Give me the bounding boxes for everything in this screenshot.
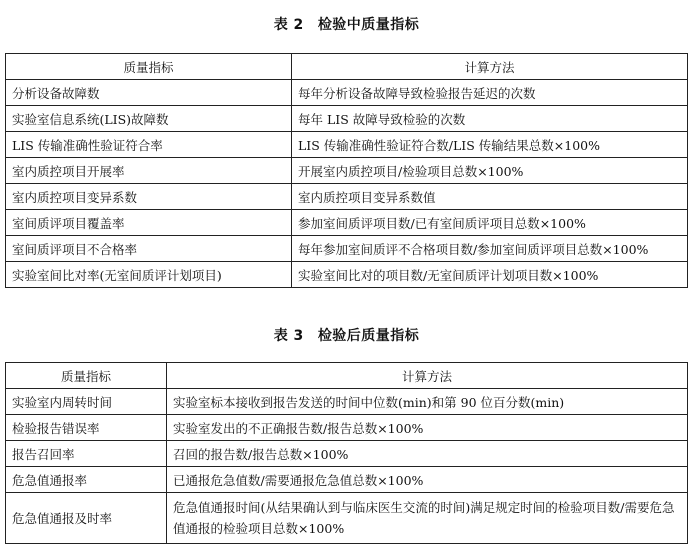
indicator-cell: 室内质控项目变异系数 [6, 184, 292, 210]
indicator-cell: 报告召回率 [6, 441, 167, 467]
indicator-cell: 实验室间比对率(无室间质评计划项目) [6, 262, 292, 288]
indicator-cell: 危急值通报及时率 [6, 493, 167, 544]
table-row [6, 80, 688, 106]
method-cell: 实验室标本接收到报告发送的时间中位数(min)和第 90 位百分数(min) [167, 389, 688, 415]
table2-header-row [6, 54, 688, 80]
table3-caption-number: 表 3 [273, 328, 304, 344]
indicator-cell: 室内质控项目开展率 [6, 158, 292, 184]
method-cell: 危急值通报时间(从结果确认到与临床医生交流的时间)满足规定时间的检验项目数/需要危急值通报的检验项目总数×100% [167, 493, 688, 544]
table-row [6, 415, 688, 441]
table3-caption-title: 检验后质量指标 [317, 328, 420, 344]
table-row [6, 262, 688, 288]
method-cell: 参加室间质评项目数/已有室间质评项目总数×100% [292, 210, 688, 236]
table3-header-row [6, 363, 688, 389]
method-cell: 每年 LIS 故障导致检验的次数 [292, 106, 688, 132]
table2-header-indicator: 质量指标 [6, 54, 292, 80]
indicator-cell: 室间质评项目覆盖率 [6, 210, 292, 236]
method-cell: 实验室发出的不正确报告数/报告总数×100% [167, 415, 688, 441]
indicator-cell: 实验室内周转时间 [6, 389, 167, 415]
table2-caption [0, 14, 693, 34]
indicator-cell: LIS 传输准确性验证符合率 [6, 132, 292, 158]
table3-caption [0, 325, 693, 345]
indicator-cell: 实验室信息系统(LIS)故障数 [6, 106, 292, 132]
table-row [6, 236, 688, 262]
table2-caption-number: 表 2 [273, 17, 304, 33]
table-row [6, 132, 688, 158]
indicator-cell: 分析设备故障数 [6, 80, 292, 106]
method-cell: 室内质控项目变异系数值 [292, 184, 688, 210]
method-cell: 已通报危急值数/需要通报危急值总数×100% [167, 467, 688, 493]
table-row [6, 389, 688, 415]
indicator-cell: 室间质评项目不合格率 [6, 236, 292, 262]
indicator-cell: 危急值通报率 [6, 467, 167, 493]
method-cell: 实验室间比对的项目数/无室间质评计划项目数×100% [292, 262, 688, 288]
method-cell: LIS 传输准确性验证符合数/LIS 传输结果总数×100% [292, 132, 688, 158]
table-row [6, 106, 688, 132]
method-cell: 开展室内质控项目/检验项目总数×100% [292, 158, 688, 184]
table3-header-indicator: 质量指标 [6, 363, 167, 389]
method-cell: 召回的报告数/报告总数×100% [167, 441, 688, 467]
table3 [5, 362, 688, 544]
table-row [6, 493, 688, 544]
table-row [6, 210, 688, 236]
table2-header-method: 计算方法 [292, 54, 688, 80]
table2-caption-title: 检验中质量指标 [317, 17, 420, 33]
method-cell: 每年参加室间质评不合格项目数/参加室间质评项目总数×100% [292, 236, 688, 262]
table-row [6, 441, 688, 467]
indicator-cell: 检验报告错误率 [6, 415, 167, 441]
table3-header-method: 计算方法 [167, 363, 688, 389]
table-row [6, 184, 688, 210]
table-row [6, 467, 688, 493]
table-row [6, 158, 688, 184]
table2 [5, 53, 688, 288]
method-cell: 每年分析设备故障导致检验报告延迟的次数 [292, 80, 688, 106]
